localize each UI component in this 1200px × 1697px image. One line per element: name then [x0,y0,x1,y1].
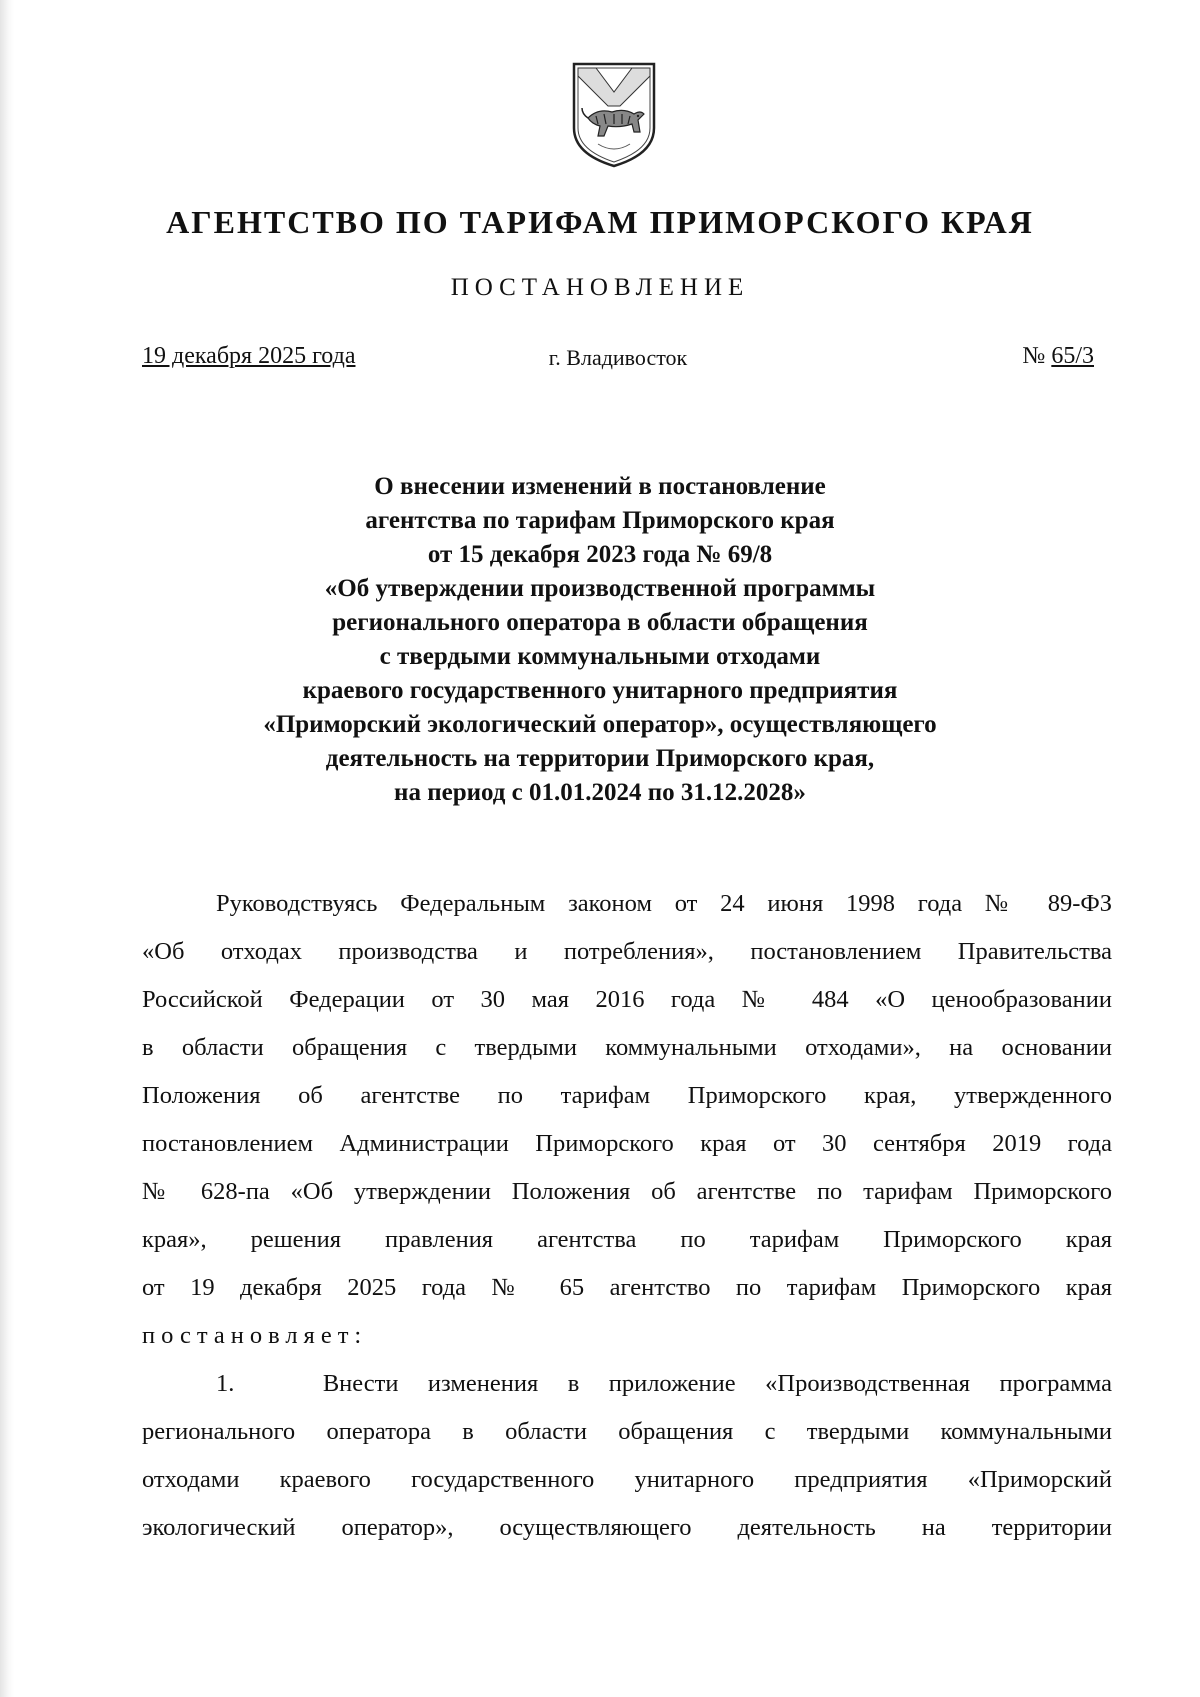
document-meta-row [142,343,1094,375]
subject-line: с твердыми коммунальными отходами [379,643,821,670]
subject-line: краевого государственного унитарного предприятия [302,677,898,704]
list-item-line: экологический оператор», осуществляющего деятельность на территории [142,1514,1112,1541]
subject-line: деятельность на территории Приморского края, [325,745,875,772]
document-type-heading: ПОСТАНОВЛЕНИЕ [450,274,750,301]
subject-line: агентства по тарифам Приморского края [365,507,835,534]
subject-line: «Об утверждении производственной программы [324,575,876,602]
subject-line: на период с 01.01.2024 по 31.12.2028» [394,779,806,806]
list-item-number: 1. [216,1370,235,1397]
number-value: 65/3 [1051,343,1094,369]
preamble-line: в области обращения с твердыми коммунальными отходами», на основании [142,1034,1112,1061]
subject-line: от 15 декабря 2023 года № 69/8 [427,541,773,568]
page-edge-shadow [0,0,14,1697]
list-item-line: регионального оператора в области обращения с твердыми коммунальными [142,1418,1112,1445]
preamble-line: от 19 декабря 2025 года № 65 агентство по тарифам Приморского края [142,1274,1112,1301]
number-prefix: № [1022,343,1046,369]
list-item-1-first-line [142,1360,1112,1408]
preamble-line: постановлением Администрации Приморского края от 30 сентября 2019 года [142,1130,1112,1157]
document-body [142,880,1112,1552]
preamble-line: «Об отходах производства и потребления», постановлением Правительства [142,938,1112,965]
list-item-line: отходами краевого государственного унитарного предприятия «Приморский [142,1466,1112,1493]
preamble-line: № 628-па «Об утверждении Положения об агентстве по тарифам Приморского [142,1178,1112,1205]
subject-line: О внесении изменений в постановление [374,473,826,500]
subject-line: регионального оператора в области обращения [332,609,868,636]
document-city: г. Владивосток [548,345,688,370]
agency-title: АГЕНТСТВО ПО ТАРИФАМ ПРИМОРСКОГО КРАЯ [166,204,1034,240]
subject-line: «Приморский экологический оператор», осуществляющего [263,711,937,738]
preamble-line: Российской Федерации от 30 мая 2016 года № 484 «О ценообразовании [142,986,1112,1013]
preamble-line: края», решения правления агентства по тарифам Приморского края [142,1226,1112,1253]
resolves-line: постановляет: [142,1322,368,1349]
preamble-line: Положения об агентстве по тарифам Приморского края, утвержденного [142,1082,1112,1109]
document-number [1022,343,1094,370]
document-date: 19 декабря 2025 года [142,343,356,369]
coat-of-arms-emblem-icon [568,58,660,170]
preamble-line: Руководствуясь Федеральным законом от 24 июня 1998 года № 89-ФЗ [216,890,1112,917]
list-item-text: Внести изменения в приложение «Производственная программа [322,1370,1112,1397]
document-subject [0,470,1200,810]
